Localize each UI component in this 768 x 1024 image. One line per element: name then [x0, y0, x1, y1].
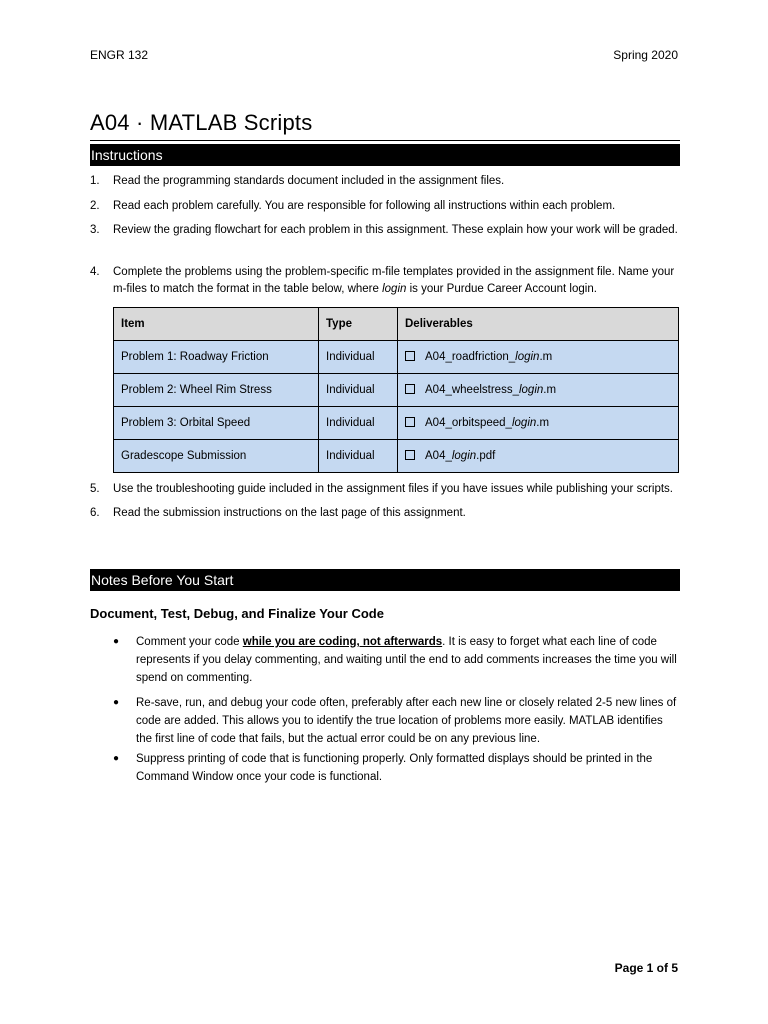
table-row — [114, 341, 679, 374]
header-course: ENGR 132 — [90, 48, 149, 62]
table-header-row — [114, 308, 679, 341]
list-item: ● Comment your code while you are coding, not afterwards. It is easy to forget what each line of code represents if you delay commenting, and waiting until the end to add comments increases the time you will spend on commenting. — [113, 633, 680, 687]
cell-item: Problem 3: Orbital Speed — [114, 407, 319, 440]
instruction-step: 4. Complete the problems using the problem-specific m-file templates provided in the assignment file. Name your m-files to match the format in the table below, where login is your Purdue Career Account login. — [90, 266, 675, 295]
bullet-icon: ● — [113, 697, 120, 708]
instructions-heading: Instructions — [90, 144, 680, 166]
page-number: Page 1 of 5 — [614, 961, 678, 975]
instruction-list — [90, 264, 680, 298]
cell-item: Problem 1: Roadway Friction — [114, 341, 319, 374]
instruction-step: 2. Read each problem carefully. You are responsible for following all instructions within each problem. — [90, 200, 616, 212]
column-header-deliverables: Deliverables — [398, 308, 679, 341]
cell-deliverable: A04_login.pdf — [398, 440, 679, 473]
cell-type: Individual — [319, 440, 398, 473]
header-term: Spring 2020 — [613, 48, 678, 62]
notes-subheading: Document, Test, Debug, and Finalize Your Code — [90, 606, 384, 621]
checkbox-icon[interactable] — [405, 417, 415, 427]
table-row — [114, 374, 679, 407]
instruction-list — [90, 198, 680, 215]
cell-deliverable: A04_wheelstress_login.m — [398, 374, 679, 407]
cell-type: Individual — [319, 407, 398, 440]
list-item: ● Re-save, run, and debug your code often, preferably after each new line or closely related 2-5 new lines of code are added. This allows you to identify the true location of problems more easily. MATLAB identifies the first line of code that fails, but the actual error could be on any previous line. — [113, 694, 680, 748]
notes-heading: Notes Before You Start — [90, 569, 680, 591]
checkbox-icon[interactable] — [405, 351, 415, 361]
cell-item: Gradescope Submission — [114, 440, 319, 473]
instruction-list — [90, 505, 680, 522]
instruction-step: 3. Review the grading flowchart for each problem in this assignment. These explain how your work will be graded. — [90, 224, 678, 236]
title-divider — [90, 140, 680, 141]
cell-item: Problem 2: Wheel Rim Stress — [114, 374, 319, 407]
instruction-step: 6. Read the submission instructions on the last page of this assignment. — [90, 507, 466, 519]
checkbox-icon[interactable] — [405, 384, 415, 394]
bullet-icon: ● — [113, 636, 120, 647]
cell-deliverable: A04_orbitspeed_login.m — [398, 407, 679, 440]
deliverables-table — [113, 307, 679, 473]
instruction-step: 5. Use the troubleshooting guide included in the assignment files if you have issues while publishing your scripts. — [90, 483, 673, 495]
cell-deliverable: A04_roadfriction_login.m — [398, 341, 679, 374]
table-row — [114, 407, 679, 440]
notes-list — [113, 694, 680, 748]
page-title: A04 · MATLAB Scripts — [90, 110, 313, 135]
checkbox-icon[interactable] — [405, 450, 415, 460]
instruction-list — [90, 173, 680, 190]
notes-list — [113, 633, 680, 687]
instruction-list — [90, 481, 680, 498]
list-item: ● Suppress printing of code that is functioning properly. Only formatted displays should be printed in the Command Window once your code is functional. — [113, 750, 680, 786]
notes-list — [113, 750, 680, 786]
bullet-icon: ● — [113, 753, 120, 764]
column-header-item: Item — [114, 308, 319, 341]
cell-type: Individual — [319, 374, 398, 407]
table-row — [114, 440, 679, 473]
cell-type: Individual — [319, 341, 398, 374]
column-header-type: Type — [319, 308, 398, 341]
instruction-step: 1. Read the programming standards document included in the assignment files. — [90, 175, 505, 187]
instruction-list — [90, 222, 680, 239]
